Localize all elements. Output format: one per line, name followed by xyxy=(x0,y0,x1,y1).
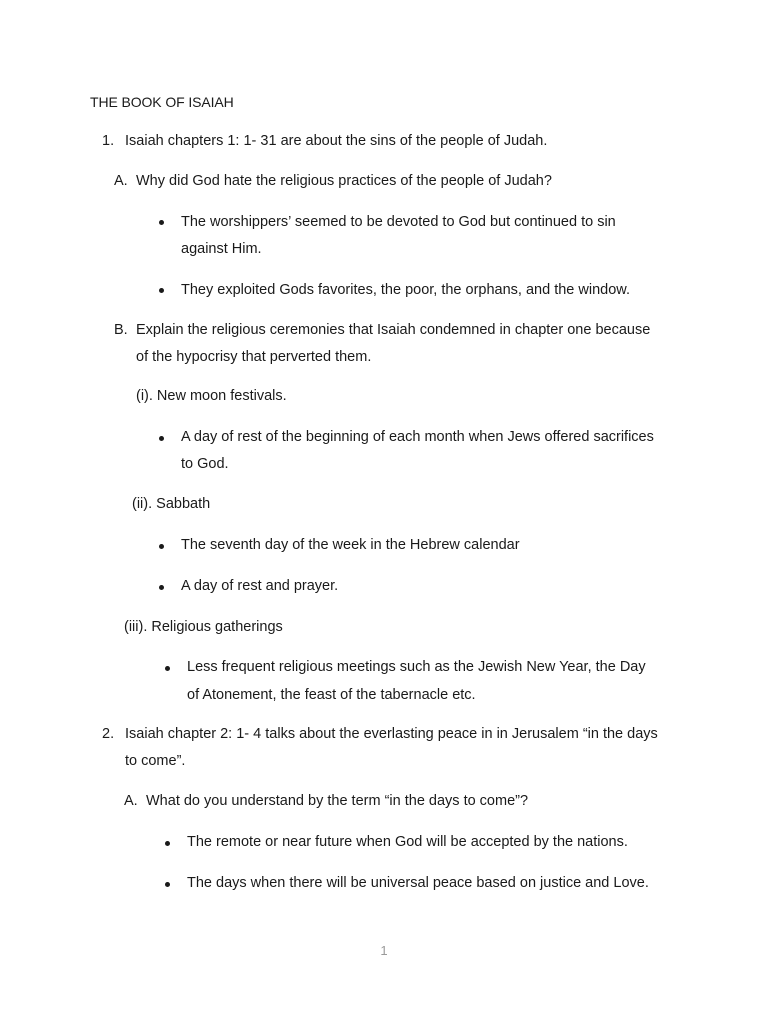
bullet-6-line-1: Less frequent religious meetings such as the Jewish New Year, the Day xyxy=(187,659,646,675)
bullet-icon xyxy=(159,220,164,225)
sub-item-ii: (ii). Sabbath xyxy=(132,496,211,512)
item-1-number: 1. xyxy=(102,133,115,149)
item-1a-letter: A. xyxy=(114,173,128,189)
item-2a-letter: A. xyxy=(124,793,138,809)
item-2-line-1: Isaiah chapter 2: 1- 4 talks about the everlasting peace in in Jerusalem “in the days xyxy=(125,726,658,742)
item-2-line-2: to come”. xyxy=(125,753,186,769)
bullet-7: The remote or near future when God will be accepted by the nations. xyxy=(187,834,628,850)
item-1a-text: Why did God hate the religious practices of the people of Judah? xyxy=(136,173,552,189)
item-1b-line-2: of the hypocrisy that perverted them. xyxy=(136,349,372,365)
bullet-6-line-2: of Atonement, the feast of the tabernacle etc. xyxy=(187,687,476,703)
bullet-icon xyxy=(159,436,164,441)
item-2a-text: What do you understand by the term “in the days to come”? xyxy=(146,793,529,809)
page-number: 1 xyxy=(380,943,388,958)
bullet-icon xyxy=(159,585,164,590)
bullet-3-line-2: to God. xyxy=(181,456,229,472)
bullet-4: The seventh day of the week in the Hebrew calendar xyxy=(181,537,520,553)
bullet-2: They exploited Gods favorites, the poor, the orphans, and the window. xyxy=(181,282,630,298)
item-1-text: Isaiah chapters 1: 1- 31 are about the sins of the people of Judah. xyxy=(125,133,548,149)
bullet-icon xyxy=(165,666,170,671)
bullet-8: The days when there will be universal peace based on justice and Love. xyxy=(187,875,649,891)
bullet-icon xyxy=(165,882,170,887)
bullet-5: A day of rest and prayer. xyxy=(181,578,339,594)
item-2-number: 2. xyxy=(102,726,115,742)
bullet-3-line-1: A day of rest of the beginning of each month when Jews offered sacrifices xyxy=(181,429,654,445)
bullet-icon xyxy=(165,841,170,846)
sub-item-i: (i). New moon festivals. xyxy=(136,388,287,404)
bullet-icon xyxy=(159,544,164,549)
document-title: THE BOOK OF ISAIAH xyxy=(90,94,234,110)
sub-item-iii: (iii). Religious gatherings xyxy=(124,619,283,635)
item-1b-letter: B. xyxy=(114,322,128,338)
bullet-1-line-2: against Him. xyxy=(181,241,262,257)
bullet-1-line-1: The worshippers’ seemed to be devoted to God but continued to sin xyxy=(181,214,616,230)
bullet-icon xyxy=(159,288,164,293)
item-1b-line-1: Explain the religious ceremonies that Isaiah condemned in chapter one because xyxy=(136,322,651,338)
